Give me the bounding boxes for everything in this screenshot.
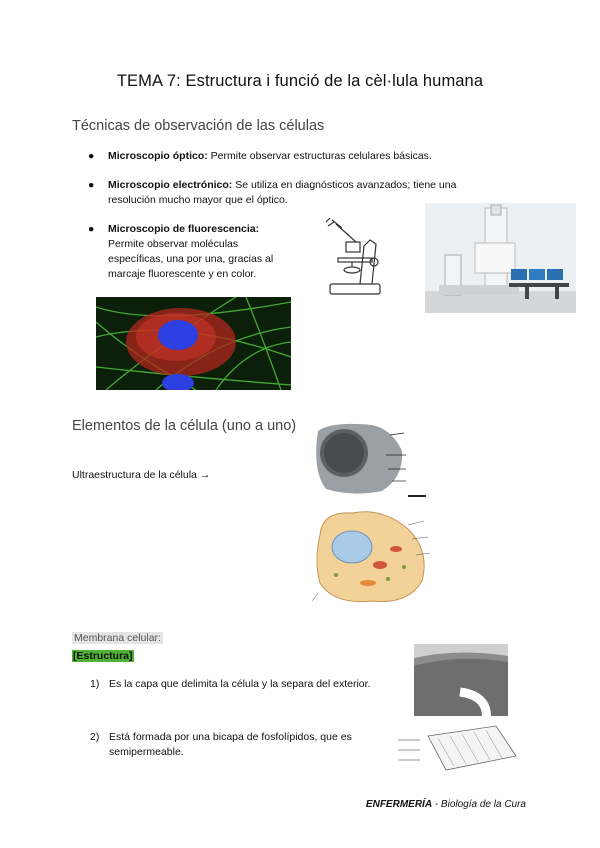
desc-optical: Permite observar estructuras celulares básicas. (207, 150, 432, 162)
footer (366, 799, 526, 810)
footer-rest: - Biología de la Cura (432, 799, 526, 810)
ultrastructure-label: Ultraestructura de la célula → (72, 469, 211, 481)
bullet-dot: ● (88, 150, 95, 162)
bullet-fluorescence (88, 222, 292, 282)
fluorescence-cell-image (96, 297, 291, 390)
term-optical: Microscopio óptico: (108, 150, 208, 162)
term-fluorescence: Microscopio de fluorescencia: (108, 223, 260, 235)
membrana-label: Membrana celular: (74, 632, 161, 644)
item-text: Es la capa que delimita la célula y la separa del exterior. (109, 678, 371, 690)
page-title: TEMA 7: Estructura i funció de la cèl·lula humana (116, 72, 484, 90)
item-number: 2) (90, 731, 100, 743)
optical-microscope-image (316, 216, 392, 298)
membrane-image (398, 636, 524, 781)
bullet-optical (88, 149, 472, 164)
estructura-tag: [Estructura] (73, 650, 133, 662)
desc-electron: Se utiliza en diagnósticos avanzados; tiene una resolución mucho mayor que el óptico. (108, 179, 457, 206)
section-heading-elements: Elementos de la célula (uno a uno) (72, 418, 297, 434)
cell-diagram-image (312, 505, 432, 613)
electron-microscope-image (425, 203, 576, 313)
bullet-dot: ● (88, 223, 95, 235)
cell-micrograph-image (312, 421, 432, 499)
footer-bold: ENFERMERÍA (365, 799, 433, 810)
item-text: Está formada por una bicapa de fosfolípidos, que es semipermeable. (109, 731, 352, 758)
item-number: 1) (90, 678, 100, 690)
section-heading-techniques: Técnicas de observación de las células (72, 118, 325, 134)
membrana-item-2 (90, 730, 352, 758)
membrana-item-1 (90, 677, 371, 692)
desc-fluorescence: Permite observar moléculas específicas, una por una, gracias al marcaje fluorescente y en color. (108, 238, 274, 280)
bullet-dot: ● (88, 179, 95, 191)
bullet-electron (88, 178, 472, 208)
term-electron: Microscopio electrónico: (108, 179, 233, 191)
